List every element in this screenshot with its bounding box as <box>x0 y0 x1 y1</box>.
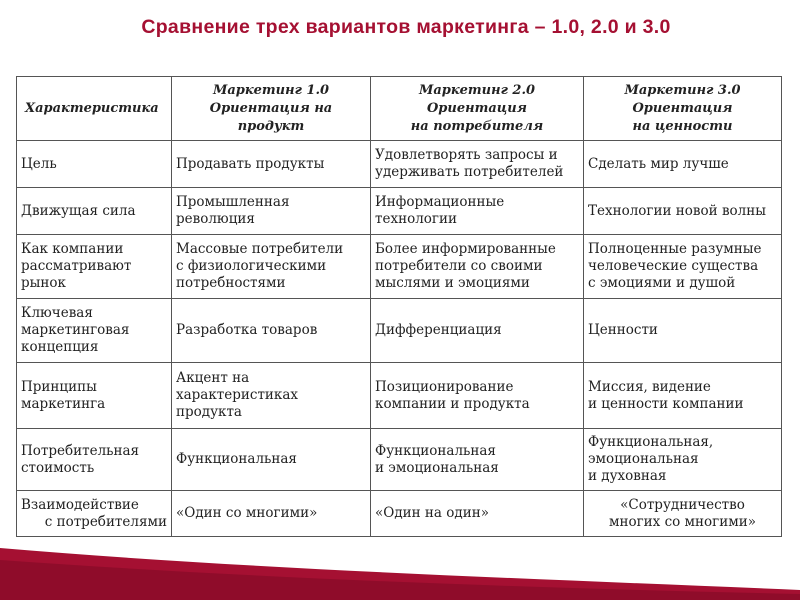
cell-line: человеческие существа <box>588 258 759 274</box>
cell-line: Позиционирование <box>375 378 514 395</box>
cell-line: Более информированные <box>375 241 556 257</box>
cell-line: Промышленная <box>176 194 290 210</box>
cell-line: маркетинговая <box>21 322 130 338</box>
cell-line: с потребителями <box>44 513 167 530</box>
marketing-3-cell <box>584 299 782 363</box>
row-characteristic-cell <box>17 491 172 537</box>
cell-line: рассматривают <box>21 258 132 274</box>
marketing-2-cell <box>371 363 584 429</box>
cell-line: стоимость <box>21 459 95 476</box>
marketing-1-cell <box>172 363 371 429</box>
cell-line: Дифференциация <box>375 322 502 338</box>
cell-line: Массовые потребители <box>176 241 344 257</box>
header-line: Ориентация <box>632 100 733 116</box>
cell-line: Информационные <box>375 194 505 210</box>
marketing-2-cell <box>371 429 584 491</box>
row-characteristic-cell <box>17 188 172 235</box>
cell-line: компании и продукта <box>375 395 530 412</box>
marketing-2-cell <box>371 188 584 235</box>
marketing-3-cell <box>584 235 782 299</box>
marketing-1-cell <box>172 188 371 235</box>
row-characteristic-cell <box>17 299 172 363</box>
cell-line: Движущая сила <box>21 202 136 219</box>
decorative-swoosh <box>0 530 800 600</box>
cell-line: технологии <box>375 211 457 227</box>
table-row <box>17 429 782 491</box>
cell-line: Удовлетворять запросы и <box>375 147 558 163</box>
cell-line: Как компании <box>21 241 124 257</box>
marketing-3-cell <box>584 141 782 188</box>
cell-line: революция <box>176 211 255 227</box>
swoosh-highlight <box>0 560 800 600</box>
cell-line: Функциональная <box>375 442 496 459</box>
slide-title: Сравнение трех вариантов маркетинга – 1.0, 2.0 и 3.0 <box>141 16 671 38</box>
marketing-2-cell <box>371 141 584 188</box>
cell-line: Функциональная <box>176 451 297 467</box>
table-row <box>17 188 782 235</box>
marketing-1-cell <box>172 299 371 363</box>
cell-line: Полноценные разумные <box>588 241 762 257</box>
marketing-1-cell <box>172 235 371 299</box>
cell-line: Акцент на <box>176 370 250 386</box>
header-characteristic <box>17 77 172 141</box>
header-line: Характеристика <box>25 100 159 116</box>
header-marketing-3 <box>584 77 782 141</box>
swoosh-shape <box>0 548 800 600</box>
cell-line: Потребительная <box>21 442 140 459</box>
cell-line: Ценности <box>588 322 658 338</box>
cell-line: «Один на один» <box>375 505 489 521</box>
cell-line: с эмоциями и душой <box>588 275 736 291</box>
marketing-3-cell <box>584 429 782 491</box>
cell-line: мыслями и эмоциями <box>375 275 530 291</box>
cell-line: Технологии новой волны <box>588 202 766 219</box>
marketing-1-cell <box>172 429 371 491</box>
cell-line: и ценности компании <box>588 395 744 412</box>
cell-line: и эмоциональная <box>375 459 499 476</box>
header-line: продукт <box>237 118 305 134</box>
cell-line: эмоциональная <box>588 451 699 467</box>
cell-line: Функциональная, <box>588 434 714 450</box>
cell-line: Сделать мир лучше <box>588 155 729 172</box>
marketing-2-cell <box>371 491 584 537</box>
row-characteristic-cell <box>17 429 172 491</box>
comparison-table <box>16 76 782 537</box>
cell-line: «Один со многими» <box>176 505 318 521</box>
cell-line: многих со многими» <box>608 513 757 530</box>
cell-line: удерживать потребителей <box>375 164 564 180</box>
header-line: на потребителя <box>410 118 544 134</box>
header-line: Маркетинг 3.0 <box>624 82 741 98</box>
row-characteristic-cell <box>17 235 172 299</box>
header-line: Маркетинг 1.0 <box>212 82 330 98</box>
header-line: Маркетинг 2.0 <box>418 82 536 98</box>
header-marketing-1 <box>172 77 371 141</box>
marketing-3-cell <box>584 363 782 429</box>
cell-line: характеристиках <box>176 387 299 403</box>
header-marketing-2 <box>371 77 584 141</box>
cell-line: Разработка товаров <box>176 322 318 338</box>
row-characteristic-cell <box>17 363 172 429</box>
table-row <box>17 363 782 429</box>
cell-line: и духовная <box>588 468 667 484</box>
cell-line: Взаимодействие <box>21 496 139 513</box>
cell-line: концепция <box>21 339 99 355</box>
marketing-1-cell <box>172 491 371 537</box>
header-line: Ориентация <box>426 100 528 116</box>
header-line: на ценности <box>632 118 733 134</box>
cell-line: потребители со своими <box>375 258 543 274</box>
row-characteristic-cell <box>17 141 172 188</box>
table-row <box>17 491 782 537</box>
marketing-2-cell <box>371 235 584 299</box>
cell-line: с физиологическими <box>176 258 327 274</box>
cell-line: «Сотрудничество <box>620 496 745 513</box>
marketing-1-cell <box>172 141 371 188</box>
marketing-2-cell <box>371 299 584 363</box>
table-row <box>17 141 782 188</box>
cell-line: Ключевая <box>21 305 93 321</box>
cell-line: рынок <box>21 275 66 291</box>
table-row <box>17 299 782 363</box>
table-row <box>17 235 782 299</box>
cell-line: Цель <box>21 155 57 172</box>
table-header-row <box>17 77 782 141</box>
cell-line: Миссия, видение <box>588 378 711 395</box>
cell-line: Принципы <box>21 378 97 395</box>
header-line: Ориентация на <box>209 100 333 116</box>
marketing-3-cell <box>584 188 782 235</box>
cell-line: маркетинга <box>21 395 106 412</box>
cell-line: Продавать продукты <box>176 155 325 172</box>
marketing-3-cell <box>584 491 782 537</box>
cell-line: потребностями <box>176 275 286 291</box>
cell-line: продукта <box>176 404 242 420</box>
